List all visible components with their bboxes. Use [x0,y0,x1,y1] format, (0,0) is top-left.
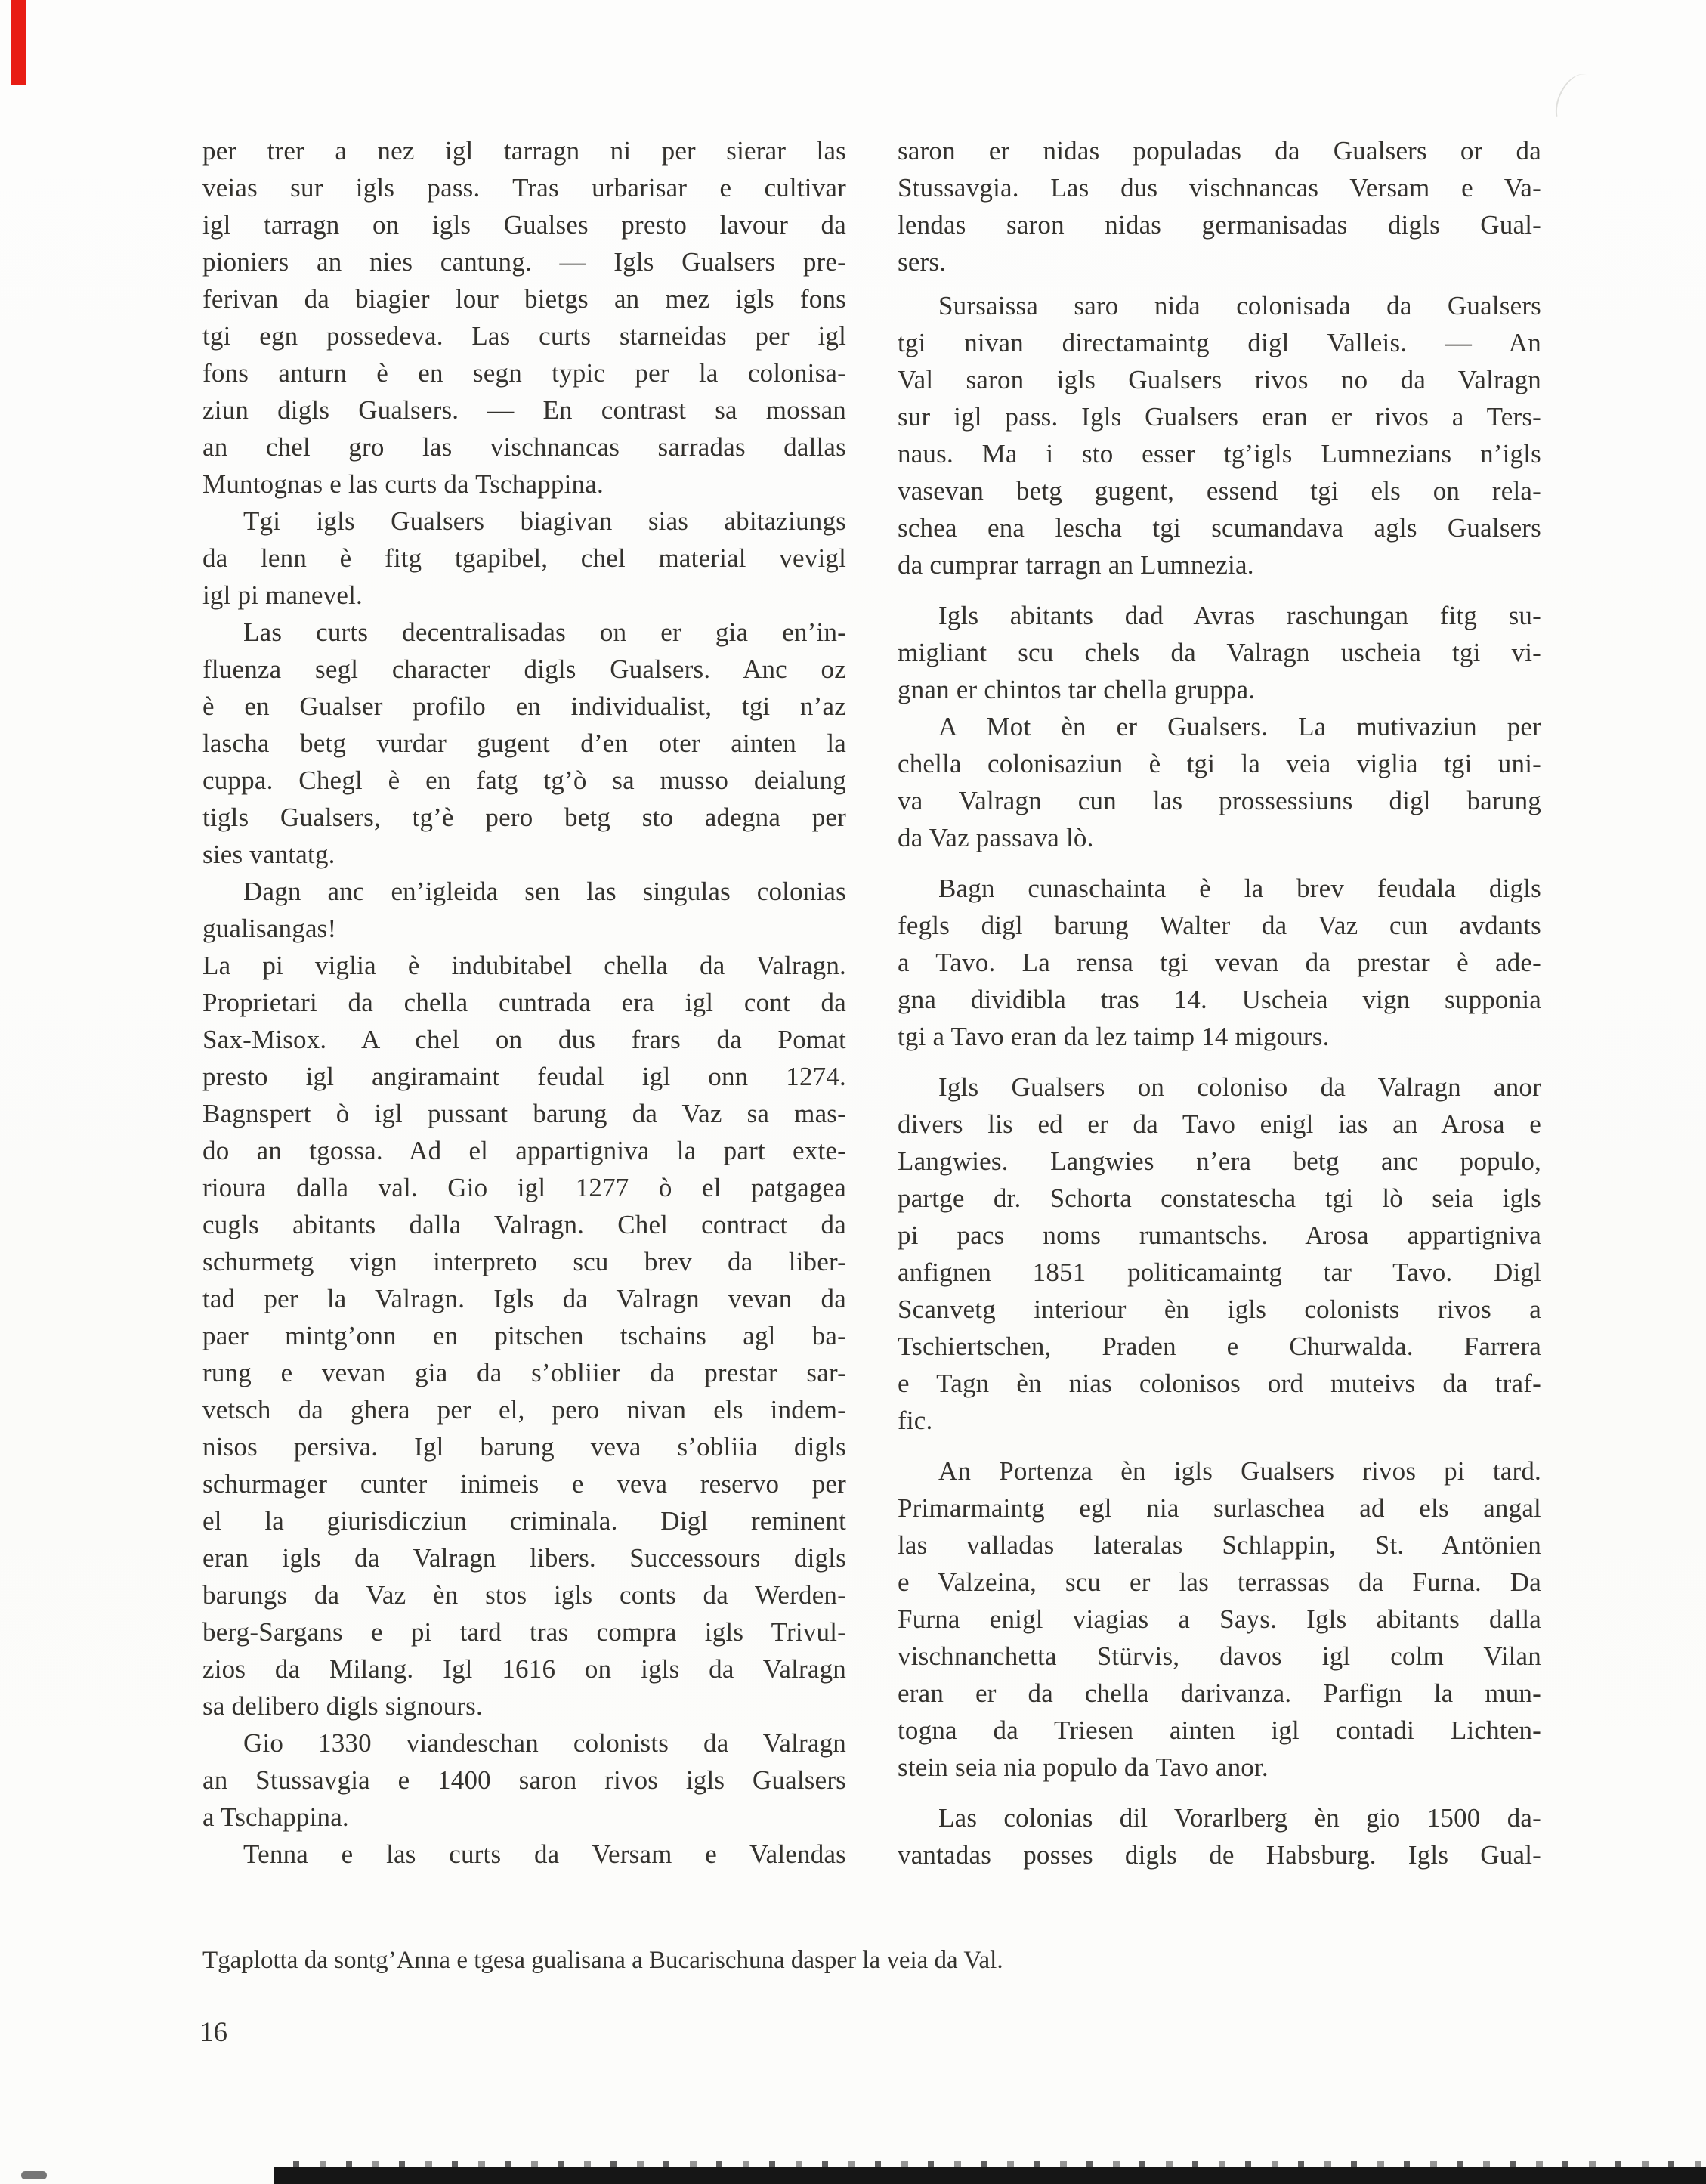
text-line: tad per la Valragn. Igls da Valragn vevan da [202,1284,846,1313]
text-line: eran er da chella darivanza. Parfign la mun- [898,1678,1541,1708]
text-line: rioura dalla val. Gio igl 1277 ò el patgagea [202,1173,846,1202]
text-line: gna dividibla tras 14. Uscheia vign supponia [898,985,1541,1014]
text-column-right [898,132,1541,1873]
text-line: vasevan betg gugent, essend tgi els on rela- [898,476,1541,506]
text-line: cuppa. Chegl è en fatg tg’ò sa musso deialung [202,766,846,795]
text-line: da Vaz passava lò. [898,823,1094,852]
text-line: e Tagn èn nias colonisos ord muteivs da traf- [898,1369,1541,1398]
text-line: an chel gro las vischnancas sarradas dallas [202,432,846,462]
text-line: Las colonias dil Vorarlberg èn gio 1500 da- [938,1803,1541,1833]
text-line: schea ena lescha tgi scumandava agls Gualsers [898,513,1541,543]
text-line: pioniers an nies cantung. — Igls Gualsers pre- [202,247,846,277]
text-line: Langwies. Langwies n’era betg anc populo, [898,1146,1541,1176]
text-line: nisos persiva. Igl barung veva s’obliia digls [202,1432,846,1462]
text-line: veias sur igls pass. Tras urbarisar e cultivar [202,173,846,203]
text-line: La pi viglia è indubitabel chella da Valragn. [202,951,846,980]
text-line: Proprietari da chella cuntrada era igl cont da [202,988,846,1017]
text-line: Tgi igls Gualsers biagivan sias abitaziungs [243,506,846,536]
text-line: saron er nidas populadas da Gualsers or da [898,136,1541,166]
text-line: naus. Ma i sto esser tg’igls Lumnezians n’igls [898,439,1541,469]
text-line: el la giurisdicziun criminala. Digl reminent [202,1506,846,1536]
red-registration-mark [11,0,26,85]
text-line: lendas saron nidas germanisadas digls Gual- [898,210,1541,240]
text-line: eran igls da Valragn libers. Successours digls [202,1543,846,1573]
text-line: Sursaissa saro nida colonisada da Gualsers [938,291,1541,320]
text-line: Bagn cunaschainta è la brev feudala digls [938,874,1541,903]
text-line: pi pacs noms rumantschs. Arosa appartigniva [898,1220,1541,1250]
text-line: Bagnspert ò igl pussant barung da Vaz sa mas- [202,1099,846,1128]
text-line: ziun digls Gualsers. — En contrast sa mossan [202,395,846,425]
text-line: Gio 1330 viandeschan colonists da Valragn [243,1728,846,1758]
text-line: tgi nivan directamaintg digl Valleis. — An [898,328,1541,357]
text-line: vischnanchetta Stürvis, davos igl colm Vilan [898,1641,1541,1671]
text-line: sies vantatg. [202,840,335,869]
text-line: rung e vevan gia da s’obliier da prestar sar- [202,1358,846,1387]
text-line: fic. [898,1406,933,1435]
text-line: las valladas lateralas Schlappin, St. Antönien [898,1530,1541,1560]
text-line: Val saron igls Gualsers rivos no da Valragn [898,365,1541,394]
text-line: a Tavo. La rensa tgi vevan da prestar è ade- [898,948,1541,977]
text-line: da lenn è fitg tgapibel, chel material vevigl [202,543,846,573]
text-line: barungs da Vaz èn stos igls conts da Werden- [202,1580,846,1610]
text-line: A Mot èn er Gualsers. La mutivaziun per [938,712,1541,741]
text-line: zios da Milang. Igl 1616 on igls da Valragn [202,1654,846,1684]
text-line: An Portenza èn igls Gualsers rivos pi tard. [938,1456,1541,1486]
text-line: togna da Triesen ainten igl contadi Lichten- [898,1715,1541,1745]
text-line: e Valzeina, scu er las terrassas da Furna. Da [898,1567,1541,1597]
text-line: gnan er chintos tar chella gruppa. [898,675,1256,704]
text-line: igl pi manevel. [202,580,363,610]
text-line: Muntognas e las curts da Tschappina. [202,469,604,499]
text-line: stein seia nia populo da Tavo anor. [898,1752,1269,1782]
text-line: tgi a Tavo eran da lez taimp 14 migours. [898,1022,1330,1051]
text-line: lascha betg vurdar gugent d’en oter ainten la [202,729,846,758]
text-line: cugls abitants dalla Valragn. Chel contract da [202,1210,846,1239]
text-line: per trer a nez igl tarragn ni per sierar las [202,136,846,166]
text-line: sa delibero digls signours. [202,1691,483,1721]
text-line: fluenza segl character digls Gualsers. Anc oz [202,654,846,684]
text-line: a Tschappina. [202,1802,349,1832]
text-line: vetsch da ghera per el, pero nivan els indem- [202,1395,846,1425]
text-line: fegls digl barung Walter da Vaz cun avdants [898,911,1541,940]
text-line: è en Gualser profilo en individualist, tgi n’az [202,691,846,721]
text-line: Igls abitants dad Avras raschungan fitg su- [938,601,1541,630]
text-line: Igls Gualsers on coloniso da Valragn anor [938,1072,1541,1102]
text-line: sers. [898,247,947,277]
text-line: an Stussavgia e 1400 saron rivos igls Gualsers [202,1765,846,1795]
text-line: berg-Sargans e pi tard tras compra igls Trivul- [202,1617,846,1647]
text-line: Furna enigl viagias a Says. Igls abitants dalla [898,1604,1541,1634]
text-line: fons anturn è en segn typic per la colonisa- [202,358,846,388]
figure-caption: Tgaplotta da sontg’Anna e tgesa gualisana a Bucarischuna dasper la veia da Val. [202,1947,1003,1974]
text-line: vantadas posses digls de Habsburg. Igls Gual- [898,1840,1541,1870]
text-line: Sax-Misox. A chel on dus frars da Pomat [202,1025,846,1054]
text-column-left [202,132,846,1873]
text-line: anfignen 1851 politicamaintg tar Tavo. Digl [898,1258,1541,1287]
text-line: Tschiertschen, Praden e Churwalda. Farrera [898,1332,1541,1361]
text-line: va Valragn cun las prossessiuns digl barung [898,786,1541,815]
text-line: sur igl pass. Igls Gualsers eran er rivos a Ters- [898,402,1541,432]
text-line: do an tgossa. Ad el appartigniva la part exte- [202,1136,846,1165]
text-line: gualisangas! [202,914,337,943]
text-line: paer mintg’onn en pitschen tschains agl ba- [202,1321,846,1350]
text-line: tigls Gualsers, tg’è pero betg sto adegna per [202,803,846,832]
text-line: schurmager cunter inimeis e veva reservo per [202,1469,846,1499]
text-line: ferivan da biagier lour bietgs an mez igls fons [202,284,846,314]
text-line: migliant scu chels da Valragn uscheia tgi vi- [898,638,1541,667]
text-line: Scanvetg interiour èn igls colonists rivos a [898,1295,1541,1324]
text-line: partge dr. Schorta constatescha tgi lò seia igls [898,1183,1541,1213]
text-line: divers lis ed er da Tavo enigl ias an Arosa e [898,1109,1541,1139]
text-line: igl tarragn on igls Gualses presto lavour da [202,210,846,240]
text-line: Stussavgia. Las dus vischnancas Versam e Va- [898,173,1541,203]
text-line: presto igl angiramaint feudal igl onn 1274. [202,1062,846,1091]
bottom-scan-edge-bar [274,2167,1706,2184]
text-line: Tenna e las curts da Versam e Valendas [243,1839,846,1869]
text-line: da cumprar tarragn an Lumnezia. [898,550,1254,580]
text-line: chella colonisaziun è tgi la veia viglia tgi uni- [898,749,1541,778]
text-line: Primarmaintg egl nia surlaschea ad els angal [898,1493,1541,1523]
text-line: schurmetg vign interpreto scu brev da liber- [202,1247,846,1276]
text-line: Dagn anc en’igleida sen las singulas colonias [243,877,846,906]
scan-hair-artifact [1548,68,1603,135]
text-line: tgi egn possedeva. Las curts starneidas per igl [202,321,846,351]
text-line: Las curts decentralisadas on er gia en’in- [243,617,846,647]
page-number: 16 [199,2017,227,2048]
scan-speck-artifact [21,2171,47,2179]
